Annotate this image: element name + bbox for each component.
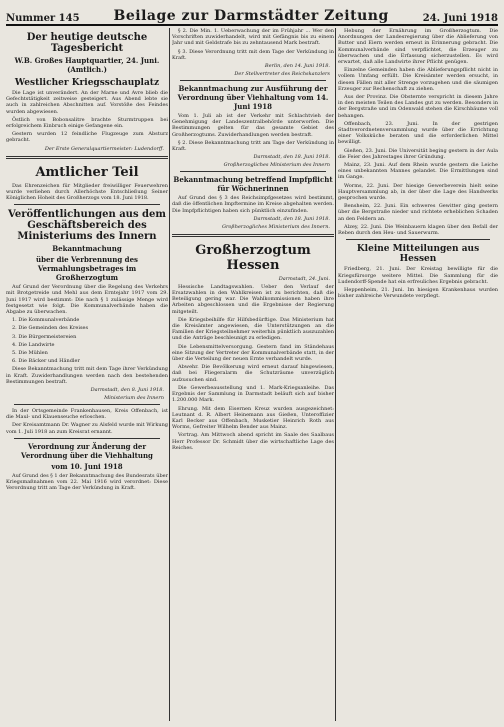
column-1 [6, 28, 168, 721]
divider [6, 156, 168, 159]
article-paragraph: Hebung der Ernährung im Großherzogtum. Die Anordnungen der Landesregierung über die Ablieferung von Butter und Eiern werden erneut in Erinnerung gebracht. Die Kommunalverbände sind verpflichtet, die Erzeuger zu überwachen und die Erfassung sicherzustellen. Es wird erwartet, daß alle Landwirte ihrer Pflicht genügen. [338, 28, 498, 66]
article-paragraph: Auf Grund der Verordnung über die Regelung des Verkehrs mit Brotgetreide und Mehl aus dem Erntejahr 1917 vom 29. Juni 1917 wird bestimmt: Die nach § 1 zulässige Menge wird festgesetzt wie folgt. Die Kommunalverbände haben die Abgabe zu überwachen. [6, 284, 168, 316]
report-source: W.B. Großes Hauptquartier, 24. Juni. (Amtlich.) [14, 56, 160, 74]
signature: Großherzogliches Ministerium des Innern [223, 162, 330, 169]
article-paragraph: Aus der Provinz. Die Obsternte verspricht in diesem Jahre in den meisten Teilen des Landes gut zu werden. Besonders in der Bergstraße und im Odenwald stehen die Kirschbäume voll behangen. [338, 94, 498, 119]
divider [14, 438, 160, 439]
publications-heading: Veröffentlichungen aus dem Geschäftsbereich des Ministeriums des Innern [7, 209, 166, 243]
signature: Großherzogliches Ministerium des Innern. [222, 223, 330, 230]
column-2 [172, 28, 334, 721]
ordinance-heading: Verordnung zur Änderung der Verordnung über die Viehhaltung [21, 441, 153, 460]
list-item: 5. Die Mühlen [12, 350, 48, 357]
article-paragraph: Das Ehrenzeichen für Mitglieder freiwilliger Feuerwehren wurde verliehen durch Allerhöchste Entschließung Seiner Königlichen Hoheit des Großherzogs vom 18. Juni 1918. [6, 182, 168, 202]
article-paragraph: § 2. Die Min. 1. Ueberwachung der im Frühjahr ... Wer den Vorschriften zuwiderhandelt, wird mit Gefängnis bis zu einem Jahr und mit Geldstrafe bis zu zehntausend Mark bestraft. [172, 28, 334, 47]
official-section-heading: Amtlicher Teil [35, 164, 139, 180]
article-paragraph: Friedberg, 21. Juni. Der Kreistag bewilligte für die Kriegsfürsorge weitere Mittel. Die Sammlung für die Ludendorff-Spende hat ein erfreuliches Ergebnis gebracht. [338, 266, 498, 285]
dateline: Darmstadt, 24. Juni. [278, 275, 330, 282]
notice-heading: Bekanntmachung zur Ausführung der Verordnung über Viehhaltung vom 14. Juni 1918 [177, 84, 329, 112]
list-item: 6. Die Bäcker und Händler [12, 358, 80, 365]
article-paragraph: Gießen, 23. Juni. Die Universität beging gestern in der Aula die Feier des Jahrestages ihrer Gründung. [338, 147, 498, 160]
notice-subtitle: über die Verbrennung des Vermahlungsbetrages im Großherzogtum [36, 255, 138, 283]
divider [14, 404, 160, 405]
notice-heading: Bekanntmachung betreffend Impfpflicht für Wöchnerinnen [173, 175, 333, 194]
signature: Der Stellvertreter des Reichskanzlers [234, 71, 330, 78]
list-item: 3. Die Bürgermeistereien [12, 333, 77, 340]
divider [172, 234, 334, 237]
article-paragraph: § 2. Diese Bekanntmachung tritt am Tage der Verkündung in Kraft. [172, 139, 334, 153]
issue-number: Nummer 145 [6, 13, 80, 24]
divider [346, 239, 490, 240]
article-paragraph: Offenbach, 23. Juni. In der gestrigen Stadtverordnetenversammlung wurde über die Errichtung einer Volksküche beraten und die erforderlichen Mittel bewilligt. [338, 120, 498, 146]
article-paragraph: Auf Grund des § 3 des Reichsimpfgesetzes wird bestimmt, daß die öffentlichen Impftermine im Kreise abgehalten werden. Die Impfpflichtigen haben sich pünktlich einzufinden. [172, 195, 334, 214]
article-paragraph: Abwehr. Die Bevölkerung wird erneut darauf hingewiesen, daß bei Fliegeralarm die Schutzräume unverzüglich aufzusuchen sind. [172, 364, 334, 383]
article-paragraph: Ehrung. Mit dem Eisernen Kreuz wurden ausgezeichnet: Leutnant d. R. Albert Heinemann aus Gießen, Unteroffizier Karl Becker aus Offenbach, Musketier Heinrich Roth aus Worms, Gefreiter Wilhelm Bender aus Mainz. [172, 405, 334, 431]
article-paragraph: § 3. Diese Verordnung tritt mit dem Tage der Verkündung in Kraft. [172, 48, 334, 61]
dateline: Berlin, den 14. Juni 1918. [264, 63, 330, 70]
report-heading: Der heutige deutsche Tagesbericht [26, 32, 148, 54]
column-divider [335, 28, 336, 721]
article-paragraph: Die Kriegsbeihilfe für Hilfsbedürftige. Das Ministerium hat die Kreisämter angewiesen, die Unterstützungen an die Familien der Kriegsteilnehmer weiterhin pünktlich auszuzahlen und die Anträge beschleunigt zu erledigen. [172, 316, 334, 342]
article-paragraph: Einzelne Gemeinden haben die Ablieferungspflicht nicht in vollem Umfang erfüllt. Die Kreisämter werden ersucht, in diesen Fällen mit aller Strenge vorzugehen und die säumigen Erzeuger zur Rechenschaft zu ziehen. [338, 67, 498, 92]
notice-label: Bekanntmachung [52, 244, 122, 254]
article-paragraph: Vortrag. Am Mittwoch abend spricht im Saale des Saalbaus Herr Professor Dr. Schmidt über die wirtschaftliche Lage des Reiches. [172, 432, 334, 451]
hessen-section-heading: Großherzogtum Hessen [195, 242, 311, 273]
article-paragraph: Worms, 22. Juni. Der hiesige Gewerbeverein hielt seine Hauptversammlung ab, in der über die Lage des Handwerks gesprochen wurde. [338, 182, 498, 202]
report-paragraph: Die Lage ist unverändert. An der Marne und Avre blieb die Gefechtstätigkeit zeitweise gesteigert. Aus Abend lebte sie auch in zahlreichen Abschnitten auf. Vorstöße des Feindes wurden abgewiesen. [6, 90, 168, 115]
article-paragraph: Alzey, 22. Juni. Die Weinbauern klagen über den Befall der Reben durch den Heu- und Sauerwurm. [338, 223, 498, 237]
list-item: 1. Die Kommunalverbände [12, 317, 80, 324]
article-paragraph: Diese Bekanntmachung tritt mit dem Tage ihrer Verkündung in Kraft. Zuwiderhandlungen werden nach den bestehenden Bestimmungen bestraft. [6, 366, 168, 385]
ordinance-subtitle: vom 10. Juni 1918 [51, 461, 123, 471]
report-paragraph: Gestern wurden 12 feindliche Flugzeuge zum Absturz gebracht. [6, 131, 168, 144]
divider [180, 171, 326, 172]
column-divider [169, 28, 170, 721]
article-paragraph: Die Lebensmittelversorgung. Gestern fand im Ständehaus eine Sitzung der Vertreter der Kommunalverbände statt, in der über die Verteilung der neuen Ernte verhandelt wurde. [172, 343, 334, 363]
article-paragraph: In der Ortsgemeinde Frankenhausen, Kreis Offenbach, ist die Maul- und Klauenseuche erloschen. [6, 408, 168, 421]
signature: Ministerium des Innern [104, 395, 164, 402]
article-paragraph: Bensheim, 22. Juni. Ein schweres Gewitter ging gestern über die Bergstraße nieder und richtete erheblichen Schaden an den Feldern an. [338, 203, 498, 222]
article-paragraph: Hessische Landtagswahlen. Ueber den Verlauf der Ersatzwahlen in den Wahlkreisen ist zu berichten, daß die Beteiligung gering war. Die Wahlkommissionen haben ihre Arbeiten abgeschlossen und die Ergebnisse der Regierung mitgeteilt. [172, 283, 334, 315]
report-paragraph: Östlich von Bobonsalitre brachte Sturmtruppen bei erfolgreichem Einbruch einige Gefangene ein. [6, 116, 168, 130]
article-paragraph: Vom 1. Juli ab ist der Verkehr mit Schlachtvieh der Genehmigung der Landeszentralbehörde unterworfen. Die Bestimmungen gelten für das gesamte Gebiet des Großherzogtums. Zuwiderhandlungen werden bestraft. [172, 113, 334, 138]
article-paragraph: Auf Grund des § 1 der Bekanntmachung des Bundesrats über Kriegsmaßnahmen vom 22. Mai 1916 wird verordnet: Diese Verordnung tritt am Tage der Verkündung in Kraft. [6, 472, 168, 492]
article-paragraph: Mainz, 23. Juni. Auf dem Rhein wurde gestern die Leiche eines unbekannten Mannes gelandet. Die Ermittlungen sind im Gange. [338, 162, 498, 181]
list-item: 2. Die Gemeinden des Kreises [12, 325, 89, 332]
theater-heading: Westlicher Kriegsschauplatz [14, 78, 160, 88]
divider [180, 80, 326, 81]
divider [14, 204, 160, 205]
dateline: Darmstadt, den 18. Juni 1918. [253, 215, 330, 222]
article-paragraph: Der Kreisamtmann Dr. Wagner zu Alsfeld wurde mit Wirkung vom 1. Juli 1918 an zum Kreisrat ernannt. [6, 422, 168, 435]
dateline: Darmstadt, den 8. Juni 1918. [90, 387, 164, 394]
list-item: 4. Die Landwirte [12, 341, 55, 348]
dateline: Darmstadt, den 18. Juni 1918. [253, 154, 330, 161]
column-3 [338, 28, 498, 721]
news-heading: Kleine Mitteilungen aus Hessen [356, 244, 480, 265]
article-paragraph: Heppenheim, 21. Juni. Im hiesigen Krankenhaus wurden bisher zahlreiche Verwundete verpflegt. [338, 286, 498, 300]
report-signature: Der Erste Generalquartiermeister: Ludendorff. [44, 145, 164, 152]
page-header [6, 6, 498, 26]
issue-date: 24. Juni 1918 [422, 13, 498, 24]
supplement-title: Beilage zur Darmstädter Zeitung [113, 8, 389, 24]
article-paragraph: Die Gewerbeausstellung und 1. Mark-Kriegsanleihe. Das Ergebnis der Sammlung in Darmstadt beläuft sich auf bisher 1.200.000 Mark. [172, 384, 334, 404]
